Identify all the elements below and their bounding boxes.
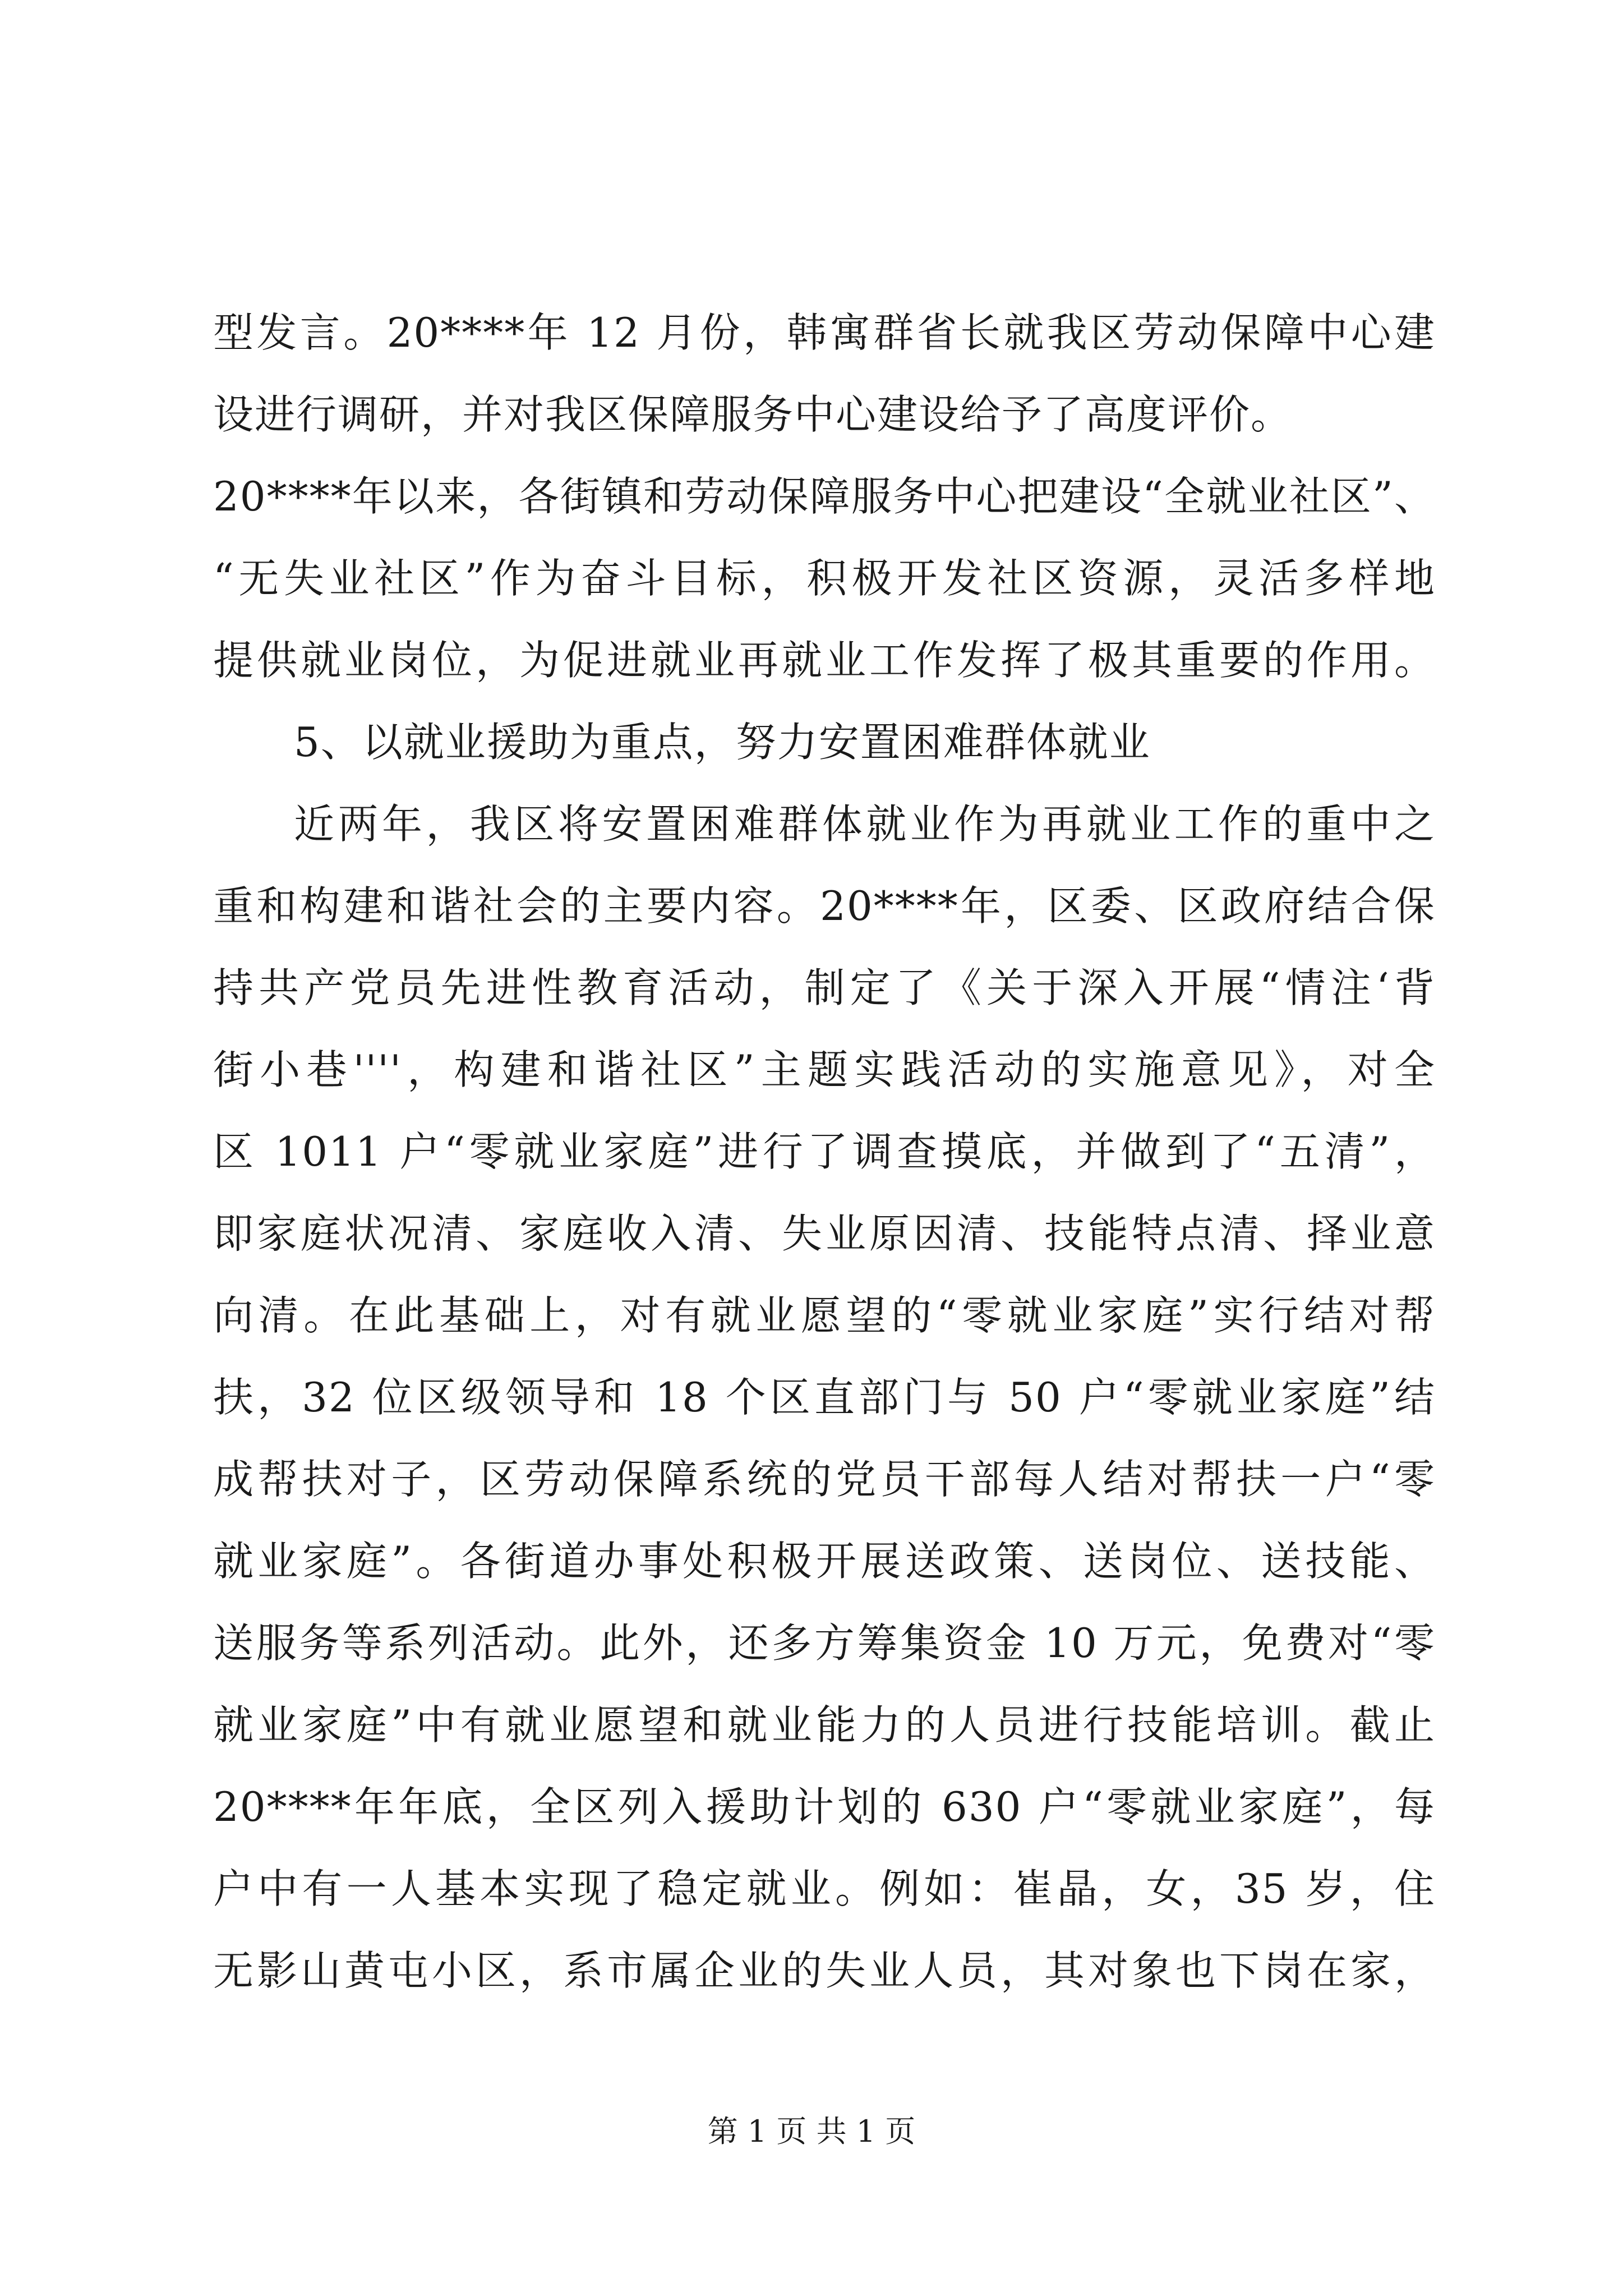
text-line: 20****年年底，全区列入援助计划的 630 户“零就业家庭”，每 <box>213 1783 1436 1830</box>
section-heading: 5、以就业援助为重点，努力安置困难群体就业 <box>294 719 1151 766</box>
text-line: 向清。在此基础上，对有就业愿望的“零就业家庭”实行结对帮 <box>213 1292 1436 1339</box>
text-line: 型发言。20****年 12 月份，韩寓群省长就我区劳动保障中心建 <box>213 309 1436 356</box>
text-line: 就业家庭”中有就业愿望和就业能力的人员进行技能培训。截止 <box>213 1701 1436 1749</box>
text-line: 重和构建和谐社会的主要内容。20****年，区委、区政府结合保 <box>213 882 1436 930</box>
text-line: 提供就业岗位，为促进就业再就业工作发挥了极其重要的作用。 <box>213 637 1436 684</box>
text-line: 街小巷''''，构建和谐社区”主题实践活动的实施意见》，对全 <box>213 1046 1436 1093</box>
text-line: 区 1011 户“零就业家庭”进行了调查摸底，并做到了“五清”， <box>213 1128 1436 1175</box>
text-line: 就业家庭”。各街道办事处积极开展送政策、送岗位、送技能、 <box>213 1538 1436 1585</box>
body-text <box>213 292 1436 2012</box>
text-line: 无影山黄屯小区，系市属企业的失业人员，其对象也下岗在家， <box>213 1947 1436 1994</box>
text-line: 送服务等系列活动。此外，还多方筹集资金 10 万元，免费对“零 <box>213 1619 1436 1667</box>
text-line: 即家庭状况清、家庭收入清、失业原因清、技能特点清、择业意 <box>213 1210 1436 1257</box>
text-line: 扶，32 位区级领导和 18 个区直部门与 50 户“零就业家庭”结 <box>213 1374 1436 1421</box>
page-footer: 第 1 页 共 1 页 <box>707 2114 916 2149</box>
text-line: 20****年以来，各街镇和劳动保障服务中心把建设“全就业社区”、 <box>213 473 1436 520</box>
text-line: 户中有一人基本实现了稳定就业。例如：崔晶，女，35 岁，住 <box>213 1865 1436 1912</box>
text-line: 持共产党员先进性教育活动，制定了《关于深入开展“情注‘背 <box>213 964 1436 1011</box>
text-line: 成帮扶对子，区劳动保障系统的党员干部每人结对帮扶一户“零 <box>213 1456 1436 1503</box>
text-line: 设进行调研，并对我区保障服务中心建设给予了高度评价。 <box>213 391 1293 438</box>
paragraph-first-line: 近两年，我区将安置困难群体就业作为再就业工作的重中之 <box>294 800 1436 848</box>
text-line: “无失业社区”作为奋斗目标，积极开发社区资源，灵活多样地 <box>213 555 1436 602</box>
